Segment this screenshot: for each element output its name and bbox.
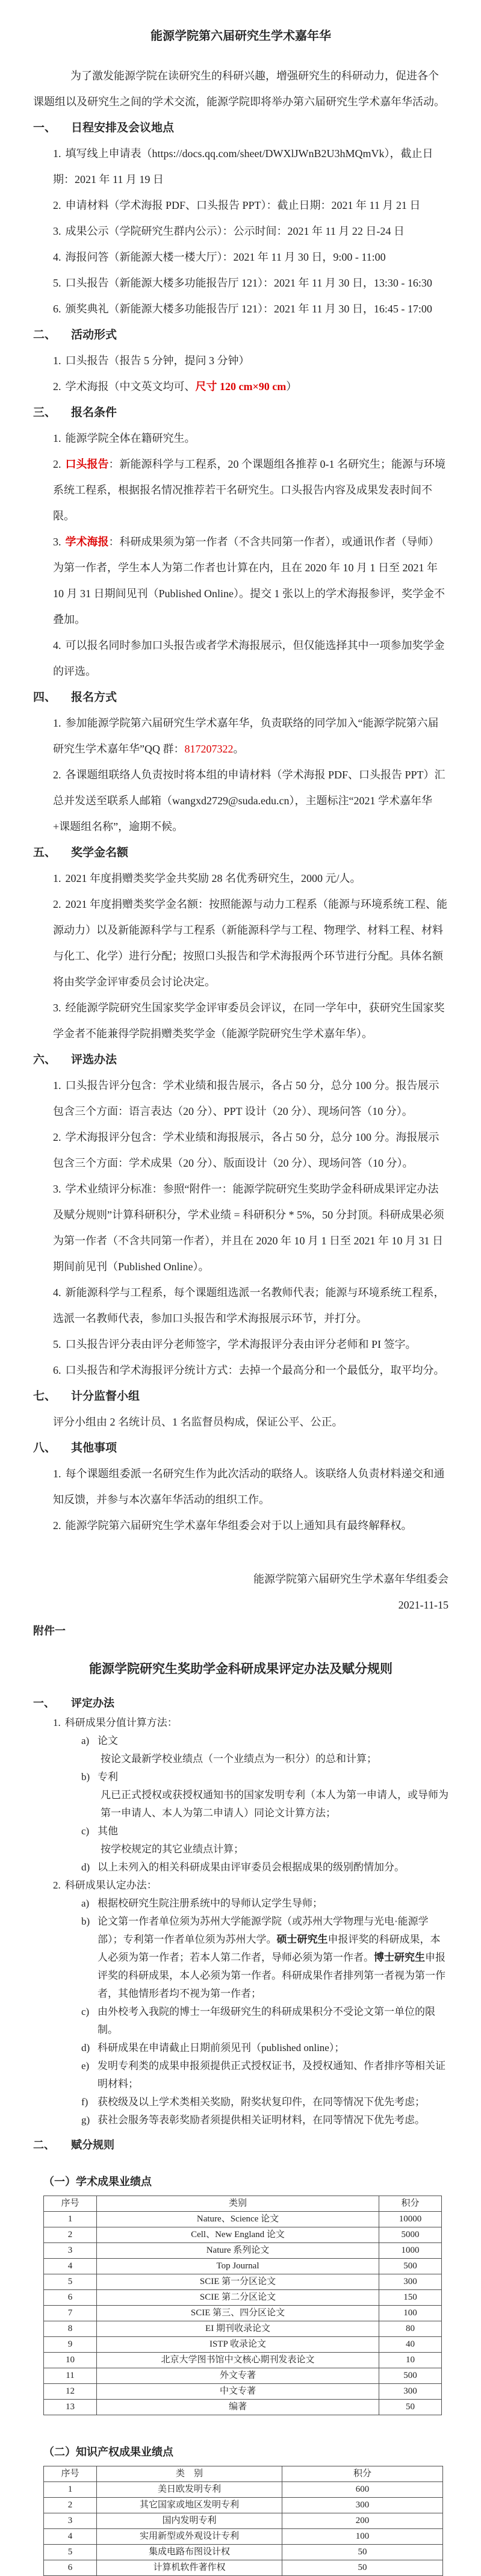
date-line: 2021-11-15	[398, 1599, 448, 1611]
section-title: 其他事项	[71, 1442, 117, 1454]
table-cell: Nature、Science 论文	[97, 2212, 379, 2227]
list-item-number: 1.	[53, 1717, 61, 1728]
table-cell: 1000	[379, 2243, 442, 2259]
section-title: 评定办法	[71, 1697, 114, 1709]
text-run: 科研成果认定办法：	[64, 1879, 157, 1891]
text-run: 凡已正式授权或获授权通知书的国家发明专利（本人为第一申请人，或导师为第一申请人、本人为第二申请人）同论文计算方法；	[101, 1789, 448, 1819]
text-run: 申报评奖的科研成果，本人必须为第一作者。科研成果作者排列第一者视为第一作者，其他情形者均不视为第一作者；	[98, 1952, 445, 1999]
table-cell: 5000	[379, 2227, 442, 2243]
table-cell: SCIE 第三、四分区论文	[97, 2306, 379, 2321]
section-heading	[33, 1435, 448, 1461]
section-number: 八、	[33, 1442, 57, 1454]
table-cell: 4	[44, 2529, 97, 2545]
list-item	[53, 762, 448, 840]
table-cell: 集成电路布图设计权	[97, 2545, 282, 2560]
section-title: 报名方式	[71, 691, 117, 704]
text-run: 新能源科学与工程系，每个课题组选派一名教师代表；能源与环境系统工程系，选派一名教师代表，参加口头报告和学术海报展示环节，并打分。	[53, 1286, 445, 1324]
text-run: 成果公示（学院研究生群内公示）：公示时间：2021 年 11 月 22 日-24 日	[65, 225, 405, 237]
list-item	[53, 270, 448, 296]
table-header-cell: 类 别	[97, 2466, 282, 2482]
table-cell: 5	[44, 2545, 97, 2560]
sub-item	[81, 1768, 448, 1786]
table-cell: 200	[282, 2513, 443, 2529]
text-run: 科研成果分值计算方法：	[64, 1717, 178, 1728]
sub-item-letter: d)	[81, 2042, 90, 2053]
text-run: 论文	[98, 1735, 118, 1746]
list-item	[53, 1073, 448, 1125]
list-item	[53, 995, 448, 1047]
text-run: 按论文最新学校业绩点（一个业绩点为一积分）的总和计算；	[101, 1753, 377, 1764]
red-text-run: 口头报告	[65, 458, 109, 470]
table-cell: 100	[282, 2529, 443, 2545]
text-run: 参加能源学院第六届研究生学术嘉年华，负责联络的同学加入“能源学院第六届研究生学术嘉年华”QQ 群：	[53, 717, 439, 755]
list-item-number: 4.	[53, 1286, 61, 1299]
section-heading	[33, 684, 448, 710]
text-run: ：科研成果须为第一作者（不含共同第一作者），或通讯作者（导师）为第一作者，学生本人为第二作者也计算在内，且在 2020 年 10 月 1 日至 2021 年 10 月 31 日期间见刊（Published Online）。提交 1 张以上的学术海报参评，奖学金不叠加。	[53, 536, 445, 625]
section-title: 活动形式	[71, 329, 117, 341]
table-cell: 美日欧发明专利	[97, 2482, 282, 2498]
list-item	[53, 529, 448, 633]
list-item	[53, 141, 448, 193]
table-header-cell: 序号	[44, 2196, 97, 2212]
paragraph	[53, 1409, 448, 1435]
text-run: 能源学院第六届研究生学术嘉年华组委会对于以上通知具有最终解释权。	[65, 1519, 412, 1532]
text-run: 每个课题组委派一名研究生作为此次活动的联络人。该联络人负责材料递交和通知反馈，并参与本次嘉年华活动的组织工作。	[53, 1468, 445, 1506]
table-cell: 中文专著	[97, 2384, 379, 2400]
text-run: 获社会服务等表彰奖励者须提供相关证明材料，在同等情况下优先考虑。	[98, 2114, 425, 2126]
table-cell: 6	[44, 2560, 97, 2576]
sub-item-letter: g)	[81, 2114, 90, 2126]
table-row	[44, 2529, 443, 2545]
intro-paragraph	[33, 63, 448, 115]
table-row	[44, 2482, 443, 2498]
table-row	[44, 2212, 442, 2227]
text-run: 口头报告（报告 5 分钟，提问 3 分钟）	[65, 355, 250, 367]
list-item	[53, 1461, 448, 1513]
table-row	[44, 2353, 442, 2368]
red-text-run: 学术海报	[65, 536, 109, 548]
text-run: 专利	[98, 1771, 118, 1783]
sub-item	[81, 1895, 448, 1913]
text-run: 2021 年度捐赠类奖学金名额：按照能源与动力工程系（能源与环境系统工程、能源动力）以及新能源科学与工程系（新能源科学与工程、物理学、材料工程、材料与化工、化学）进行分配；按照口头报告和学术海报两个环节进行分配。具体名额将由奖学金评审委员会讨论决定。	[53, 898, 447, 988]
text-run: 2021 年度捐赠类奖学金共奖励 28 名优秀研究生，2000 元/人。	[65, 872, 361, 884]
table-cell: 100	[379, 2306, 442, 2321]
text-run: ：新能源科学与工程系，20 个课题组各推荐 0-1 名研究生；能源与环境系统工程系，根据报名情况推荐若干名研究生。口头报告内容及成果发表时间不限。	[53, 458, 445, 522]
table-caption: （一）学术成果业绩点	[43, 2176, 152, 2188]
sub-item	[81, 1858, 448, 1876]
list-item-number: 2.	[53, 458, 61, 470]
list-item-number: 6.	[53, 1364, 61, 1376]
section-number: 六、	[33, 1054, 57, 1066]
list-item	[53, 1714, 448, 1732]
section-title: 报名条件	[71, 406, 117, 419]
table-row	[44, 2545, 443, 2560]
table-cell: 1	[44, 2482, 97, 2498]
text-run: 申报评奖的科研成果，本人必须为第一作者；若本人第二作者，导师必须为第一作者。	[98, 1934, 441, 1963]
text-run: 海报问答（新能源大楼一楼大厅）：2021 年 11 月 30 日，9:00 - 11:00	[65, 251, 386, 263]
table-header-cell: 类别	[97, 2196, 379, 2212]
table-row	[44, 2259, 442, 2274]
intellectual-property-points-table	[43, 2466, 443, 2576]
section-heading	[33, 115, 448, 141]
list-item	[53, 244, 448, 270]
text-run: 按学校规定的其它业绩点计算；	[101, 1843, 244, 1855]
section-heading	[33, 1383, 448, 1409]
table-cell: Nature 系列论文	[97, 2243, 379, 2259]
attachment-title: 能源学院研究生奖助学金科研成果评定办法及赋分规则	[89, 1662, 393, 1676]
sub-item	[81, 1913, 448, 2003]
list-item	[53, 452, 448, 529]
section-number: 一、	[33, 122, 57, 134]
table-cell: ISTP 收录论文	[97, 2337, 379, 2353]
table-row	[44, 2560, 443, 2576]
table-row	[44, 2290, 442, 2306]
table-row	[44, 2368, 442, 2384]
text-run: 学术业绩评分标准：参照“附件一：能源学院研究生奖助学金科研成果评定办法及赋分规则”计算科研积分，学术业绩 = 科研积分 * 5%，50 分封顶。科研成果必须为第一作者（不含共同第一作者），并且在 2020 年 10 月 1 日至 2021 年 10 月 31 日期间前见刊（Published Online）。	[53, 1183, 444, 1273]
list-item-number: 1.	[53, 1079, 61, 1091]
table-row	[44, 2513, 443, 2529]
sub-item-letter: f)	[81, 2096, 88, 2108]
table-cell: 2	[44, 2498, 97, 2513]
list-item-number: 2.	[53, 1519, 61, 1532]
red-text-run: 尺寸 120 cm×90 cm	[195, 380, 287, 393]
table-row	[44, 2400, 442, 2415]
text-run: 以上未列入的相关科研成果由评审委员会根据成果的级别酌情加分。	[98, 1861, 405, 1873]
text-run: 申请材料（学术海报 PDF、口头报告 PPT）：截止日期：2021 年 11 月 21 日	[65, 199, 421, 211]
section-number: 二、	[33, 2139, 55, 2151]
list-item-number: 3.	[53, 225, 61, 237]
bold-text-run: 硕士研究生	[276, 1934, 328, 1945]
sub-item-letter: a)	[81, 1735, 90, 1746]
sub-item-description	[101, 1750, 448, 1768]
table-cell: 13	[44, 2400, 97, 2415]
table-cell: 12	[44, 2384, 97, 2400]
section-number: 七、	[33, 1390, 57, 1403]
list-item-number: 6.	[53, 303, 61, 315]
table-cell: 4	[44, 2259, 97, 2274]
table-cell: 3	[44, 2243, 97, 2259]
table-cell: 150	[379, 2290, 442, 2306]
list-item-number: 5.	[53, 1338, 61, 1350]
table-cell: Cell、New England 论文	[97, 2227, 379, 2243]
text-run: 由外校考入我院的博士一年级研究生的科研成果积分不受论文第一单位的限制。	[98, 2006, 435, 2035]
section-title: 奖学金名额	[71, 846, 129, 859]
list-item-number: 1.	[53, 355, 61, 367]
list-item	[53, 866, 448, 892]
text-run: 科研成果在申请截止日期前须见刊（published online）；	[98, 2042, 345, 2053]
list-item	[53, 710, 448, 762]
list-item	[53, 193, 448, 219]
list-item-number: 2.	[53, 769, 61, 781]
text-run: 学术海报评分包含：学术业绩和海报展示，各占 50 分，总分 100 分。海报展示包含三个方面：学术成果（20 分）、版面设计（20 分）、现场问答（10 分）。	[53, 1131, 439, 1169]
table-cell: 10	[379, 2353, 442, 2368]
sub-item-letter: d)	[81, 1861, 90, 1873]
text-run: 其他	[98, 1825, 118, 1837]
sub-item-letter: b)	[81, 1771, 90, 1783]
table-caption: （二）知识产权成果业绩点	[43, 2446, 173, 2458]
attachment-section-heading	[33, 2134, 448, 2156]
list-item-number: 1.	[53, 717, 61, 729]
text-run: 学术海报（中文英文均可、	[65, 380, 196, 393]
table-row	[44, 2498, 443, 2513]
list-item-number: 3.	[53, 1002, 61, 1014]
list-item	[53, 1358, 448, 1383]
sub-item	[81, 2093, 448, 2111]
section-heading	[33, 322, 448, 348]
table-row	[44, 2227, 442, 2243]
text-run: 能源学院全体在籍研究生。	[65, 432, 196, 444]
table-cell: 10000	[379, 2212, 442, 2227]
text-run: 获校级及以上学术类相关奖励，附奖状复印件，在同等情况下优先考虑；	[98, 2096, 425, 2108]
section-number: 五、	[33, 846, 57, 859]
section-number: 一、	[33, 1697, 55, 1709]
table-cell: 50	[282, 2545, 443, 2560]
list-item-number: 2.	[53, 1131, 61, 1143]
sub-item	[81, 2003, 448, 2039]
table-row	[44, 2306, 442, 2321]
list-item-number: 4.	[53, 639, 61, 651]
table-cell: 50	[379, 2400, 442, 2415]
table-cell: SCIE 第二分区论文	[97, 2290, 379, 2306]
table-cell: 500	[379, 2259, 442, 2274]
list-item	[53, 219, 448, 244]
text-run: 评分小组由 2 名统计员、1 名监督员构成，保证公平、公正。	[53, 1416, 343, 1428]
table-cell: 300	[282, 2498, 443, 2513]
list-item	[53, 1280, 448, 1332]
text-run: 。	[233, 743, 244, 755]
list-item	[53, 374, 448, 400]
table-cell: 计算机软件著作权	[97, 2560, 282, 2576]
table-cell: EI 期刊收录论文	[97, 2321, 379, 2337]
list-item-number: 3.	[53, 1183, 61, 1195]
sub-item-letter: e)	[81, 2060, 90, 2072]
table-cell: 国内发明专利	[97, 2513, 282, 2529]
text-run: 口头报告（新能源大楼多功能报告厅 121）：2021 年 11 月 30 日，13:30 - 16:30	[65, 277, 432, 289]
table-cell: 7	[44, 2306, 97, 2321]
table-cell: 40	[379, 2337, 442, 2353]
list-item-number: 2.	[53, 199, 61, 211]
section-title: 日程安排及会议地点	[71, 122, 175, 134]
list-item	[53, 426, 448, 452]
section-heading	[33, 840, 448, 866]
signature-line: 能源学院第六届研究生学术嘉年华组委会	[253, 1573, 448, 1585]
table-cell: 实用新型或外观设计专利	[97, 2529, 282, 2545]
table-header-row	[44, 2466, 443, 2482]
red-text-run: 817207322	[184, 743, 234, 755]
text-run: 为了激发能源学院在读研究生的科研兴趣，增强研究生的科研动力，促进各个课题组以及研究生之间的学术交流，能源学院即将举办第六届研究生学术嘉年华活动。	[33, 70, 445, 108]
sub-item-letter: a)	[81, 1898, 90, 1909]
table-cell: 3	[44, 2513, 97, 2529]
text-run: 填写线上申请表（https://docs.qq.com/sheet/DWXlJWnB2U3hMQmVk），截止日期：2021 年 11 月 19 日	[53, 147, 433, 185]
list-item	[53, 892, 448, 995]
list-item	[53, 1125, 448, 1176]
table-cell: 11	[44, 2368, 97, 2384]
list-item-number: 1.	[53, 432, 61, 444]
text-run: 可以报名同时参加口头报告或者学术海报展示，但仅能选择其中一项参加奖学金的评选。	[53, 639, 445, 677]
table-cell: 10	[44, 2353, 97, 2368]
sub-item	[81, 1732, 448, 1750]
text-run: 发明专利类的成果申报须提供正式授权证书，及授权通知、作者排序等相关证明材料；	[98, 2060, 445, 2090]
sub-item-letter: b)	[81, 1916, 90, 1927]
table-header-cell: 积分	[379, 2196, 442, 2212]
table-cell: 北京大学图书馆中文核心期刊发表论文	[97, 2353, 379, 2368]
table-cell: 8	[44, 2321, 97, 2337]
table-cell: 300	[379, 2384, 442, 2400]
section-title: 计分监督小组	[71, 1390, 140, 1403]
table-cell: 外文专著	[97, 2368, 379, 2384]
list-item-number: 4.	[53, 251, 61, 263]
section-heading	[33, 1047, 448, 1073]
table-cell: 500	[379, 2368, 442, 2384]
bold-text-run: 博士研究生	[374, 1952, 425, 1963]
attachment-section-heading	[33, 1692, 448, 1714]
table-header-row	[44, 2196, 442, 2212]
table-cell: 9	[44, 2337, 97, 2353]
table-cell: 5	[44, 2274, 97, 2290]
table-row	[44, 2243, 442, 2259]
section-heading	[33, 400, 448, 426]
academic-achievement-points-table	[43, 2196, 442, 2415]
document-content	[33, 23, 448, 2576]
table-cell: 300	[379, 2274, 442, 2290]
table-header-cell: 积分	[282, 2466, 443, 2482]
attachment-label: 附件一	[33, 1625, 66, 1637]
list-item	[53, 1876, 448, 1895]
table-header-cell: 序号	[44, 2466, 97, 2482]
sub-item	[81, 1822, 448, 1840]
table-cell: 6	[44, 2290, 97, 2306]
list-item-number: 2.	[53, 1879, 61, 1891]
table-row	[44, 2321, 442, 2337]
text-run: ）	[286, 380, 297, 393]
list-item	[53, 1332, 448, 1358]
doc-title: 能源学院第六届研究生学术嘉年华	[151, 29, 331, 43]
sub-item-description	[101, 1840, 448, 1858]
table-cell: 50	[282, 2560, 443, 2576]
sub-item	[81, 2039, 448, 2057]
text-run: 颁奖典礼（新能源大楼多功能报告厅 121）：2021 年 11 月 30 日，16:45 - 17:00	[65, 303, 432, 315]
table-cell: Top Journal	[97, 2259, 379, 2274]
sub-item-letter: c)	[81, 2006, 90, 2017]
table-cell: 80	[379, 2321, 442, 2337]
text-run: 口头报告评分包含：学术业绩和报告展示，各占 50 分，总分 100 分。报告展示包含三个方面：语言表达（20 分）、PPT 设计（20 分）、现场问答（10 分）。	[53, 1079, 439, 1117]
section-title: 赋分规则	[71, 2139, 114, 2151]
list-item	[53, 296, 448, 322]
section-number: 四、	[33, 691, 57, 704]
list-item-number: 1.	[53, 1468, 61, 1480]
section-title: 评选办法	[71, 1054, 117, 1066]
table-row	[44, 2274, 442, 2290]
table-row	[44, 2384, 442, 2400]
list-item-number: 1.	[53, 147, 61, 160]
sub-item	[81, 2111, 448, 2129]
list-item-number: 2.	[53, 898, 61, 910]
list-item-number: 2.	[53, 380, 61, 393]
text-run: 口头报告评分表由评分老师签字，学术海报评分表由评分老师和 PI 签字。	[65, 1338, 417, 1350]
text-run: 经能源学院研究生国家奖学金评审委员会评议，在同一学年中，获研究生国家奖学金者不能兼得学院捐赠类奖学金（能源学院研究生学术嘉年华）。	[53, 1002, 445, 1040]
table-row	[44, 2337, 442, 2353]
list-item	[53, 1176, 448, 1280]
sub-item-letter: c)	[81, 1825, 90, 1837]
text-run: 论文第一作者单位须为苏州大学能源学院（或苏州大学物理与光电·能源学部）；专利第一作者单位须为苏州大学。	[98, 1916, 429, 1945]
list-item-number: 3.	[53, 536, 61, 548]
table-cell: 600	[282, 2482, 443, 2498]
sub-item	[81, 2057, 448, 2093]
table-cell: SCIE 第一分区论文	[97, 2274, 379, 2290]
table-cell: 其它国家或地区发明专利	[97, 2498, 282, 2513]
table-cell: 2	[44, 2227, 97, 2243]
text-run: 口头报告和学术海报评分统计方式：去掉一个最高分和一个最低分，取平均分。	[65, 1364, 445, 1376]
list-item	[53, 633, 448, 684]
sub-item-description	[101, 1786, 448, 1822]
text-run: 各课题组联络人负责按时将本组的申请材料（学术海报 PDF、口头报告 PPT）汇总并发送至联系人邮箱（wangxd2729@suda.edu.cn），主题标注“2021 学术嘉年华+课题组名称”，逾期不候。	[53, 769, 445, 833]
list-item-number: 1.	[53, 872, 61, 884]
section-number: 三、	[33, 406, 57, 419]
list-item	[53, 348, 448, 374]
table-cell: 编著	[97, 2400, 379, 2415]
section-number: 二、	[33, 329, 57, 341]
text-run: 根据校研究生院注册系统中的导师认定学生导师；	[98, 1898, 323, 1909]
table-cell: 1	[44, 2212, 97, 2227]
list-item-number: 5.	[53, 277, 61, 289]
list-item	[53, 1513, 448, 1539]
